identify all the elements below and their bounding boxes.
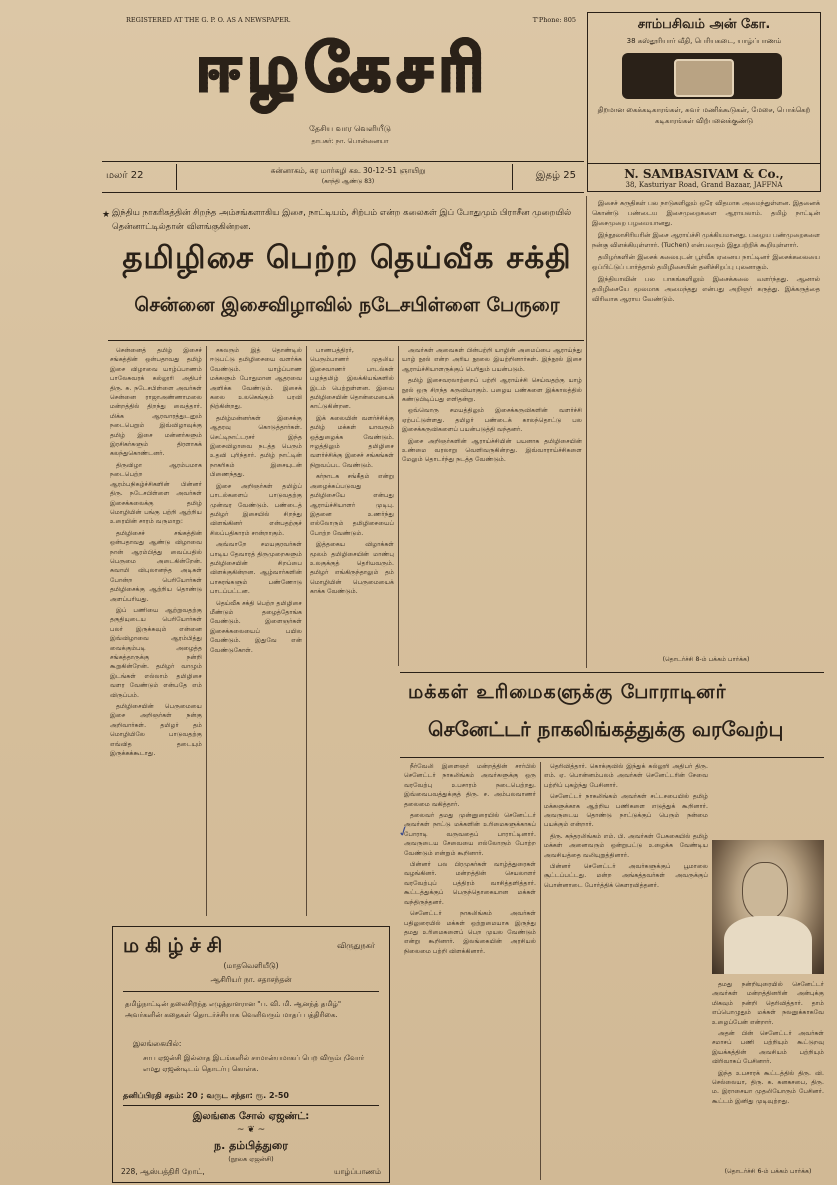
paragraph: சென்னைத் தமிழ் இசைச் சங்கத்தின் ஒன்பதாவது தமிழ் இசை விழாவை யாழ்ப்பாணம் பாலேசுவரக் கல்லூரி அதிபர் திரு. சு. நடேசபிள்ளை அவர்கள் சென்னை ராஜாஅண்ணாமலை மன்றத்தில் திறந்து வைத்தார். மிக்க ஆரவாரத்துடனும் நடைபெறும் இவ்விழாவுக்கு தமிழ் இசை மன்னர்களும் இரசிகர்களும் திரளாகக் கலந்துகொண்டனர். <box>110 347 202 458</box>
agent-subtitle: (நூலக ஏஜன்சி) <box>228 1155 274 1163</box>
magazine-pitch: தமிழ்நாட்டின் தலைசிறந்த எழுத்தாளரான "ப. வி. மி. ஆனந்த் தமிழ்" அவர்களின் கதைகள் தொடர்ச்சியாக வெளிவரும் மாதப் பத்திரிகை. <box>125 1000 342 1019</box>
paragraph: தெய்வீக சக்தி பெற்ற தமிழிசை மீண்டும் தழைத்தோங்க வேண்டும். இளைஞர்கள் இசைக்கலையைப் பயில வேண்டும். இதுவே என் வேண்டுகோள். <box>210 599 302 654</box>
paragraph: ஒவ்வொரு சமயத்திலும் இசைக்கருவிகளின் வளர்ச்சி ஏற்பட்டுள்ளது. தமிழர் பண்டைக் காலந்தொட்டு பல இசைக்கருவிகளைப் பயன்படுத்தி வந்தனர். <box>402 407 582 434</box>
paragraph: செனேட்டர் நாகலிங்கம் அவர்கள் சட்டசபையில் தமிழ் மக்களுக்காக ஆற்றிய பணிகளை எடுத்துக் கூறினார். அவருடைய தொண்டு நாட்டுக்குப் பெரும் நன்மை பயக்கும் என்றார். <box>544 793 708 829</box>
issue-bar <box>102 161 584 193</box>
second-headline-1: மக்கள் உரிமைகளுக்கு போராடினர் <box>408 681 727 703</box>
divider <box>206 346 207 916</box>
issue-date-sub: (காந்தி ஆண்டு 83) <box>321 178 375 185</box>
second-column-3 <box>712 980 824 1166</box>
founder-line: தாபகர்: நா. பொன்னையா <box>311 137 389 145</box>
divider <box>586 196 587 668</box>
watch-shop-advert <box>587 12 821 192</box>
paragraph: இசை அறிஞர்களின் ஆராய்ச்சியின் பயனாக தமிழிசையின் உண்மை வரலாறு வெளிவருகின்றது. இவ்வாராய்ச்சிகளை மேலும் தொடர்ந்து நடத்த வேண்டும். <box>402 437 582 464</box>
divider <box>512 164 513 190</box>
paragraph: தமிழர்களின் இசைக் கலையுடன் பூர்வீக ஏனைய நாட்டினர் இசைக்கலையை ஒப்பிட்டுப் பார்த்தால் தமிழிசையின் தனிச்சிறப்பு புலனாகும். <box>592 253 820 271</box>
registration-notice: REGISTERED AT THE G. P. O. AS A NEWSPAPER. <box>126 16 291 24</box>
divider <box>123 991 379 992</box>
paragraph: அவ்வாறே சமயகுரவர்கள் பாடிய தேவாரத் திருமுறைகளும் தமிழிசையின் சிறப்பை விளக்குகின்றன. ஆழ்வார்களின் பாசுரங்களும் பண்ணோடு பாடப்பட்டன. <box>210 541 302 596</box>
paragraph: தமிழ் இசைவரலாற்றைப் பற்றி ஆராய்ச்சி செய்வதற்கு யாழ் நூல் ஒரு சிறந்த கருவியாகும். பழைய பண்களை இக்காலத்தில் கண்டுபிடிப்பது எளிதன்று. <box>402 377 582 404</box>
phone-number: T'Phone: 805 <box>532 16 576 24</box>
ornament: ~ ❦ ~ <box>236 1125 266 1135</box>
paragraph: தெரிவித்தார். கொக்குவில் இந்துக் கல்லூரி அதிபர் திரு. எம். ஏ. பொன்னம்பலம் அவர்கள் செனேட்டரின் சேவை பற்றிப் புகழ்ந்து பேசினார். <box>544 763 708 789</box>
divider <box>176 164 177 190</box>
second-headline-2: செனேட்டர் நாகலிங்கத்துக்கு வரவேற்பு <box>428 717 784 741</box>
paragraph: இப் பணியை ஆற்றுவதற்கு தகுதியுடைய பெரியோர்கள் பலர் இருக்கவும் என்னை இவ்விழாவை ஆரம்பித்து வைக்கும்படி அழைத்த சங்கத்தாருக்கு நன்றி கூறுகின்றேன். தமிழர் வாழும் இடங்கள் எல்லாம் தமிழிசை வளர வேண்டும் என்பதே எம் விருப்பம். <box>110 606 202 699</box>
paragraph: திரு. சுந்தரலிங்கம் எம். பி. அவர்கள் பேசுகையில் தமிழ் மக்கள் அனைவரும் ஒன்றுபட்டு உழைக்க வேண்டிய அவசியத்தை வலியுறுத்தினார். <box>544 832 708 859</box>
agent-address-city: யாழ்ப்பாணம் <box>333 1167 381 1176</box>
paragraph: திருவிழா ஆரம்பமாக நடைபெற்ற ஆரம்பநிகழ்ச்சிகளின் பின்னர் திரு. நடேசபிள்ளை அவர்கள் இசைக்கலைக்கு தமிழ் மொழியின் பங்கு பற்றி ஆற்றிய உரையின் சாரம் வருமாறு: <box>110 461 202 526</box>
issue-number: இதழ் 25 <box>535 170 576 181</box>
article-column-1 <box>110 346 202 916</box>
magazine-advert <box>112 926 390 1183</box>
magazine-price: தனிப்பிரதி சதம்: 20 ; வருட சந்தா: ரூ. 2-50 <box>123 1091 289 1100</box>
masthead-topline <box>126 16 576 24</box>
paragraph: இந்த உபசாரக் கூட்டத்தில் திரு. வி. செல்லையா, திரு. க. கனகசபை, திரு. ம. இராசையா முதலியோரும் பேசினர். கூட்டம் இனிது முடிவுற்றது. <box>712 1069 824 1105</box>
second-story-header <box>400 672 824 758</box>
paragraph: தலைவர் தமது முன்னுரையில் செனேட்டர் அவர்கள் நாட்டு மக்களின் உரிமைகளுக்காகப் போராடி வருவதைப் பாராட்டினார். அவருடைய சேவையை எல்லோரும் போற்ற வேண்டும் என்றும் கூறினார். <box>404 812 536 857</box>
advert-address-tamil: 38 கஸ்தூரியார் வீதி, பெரியகடை, யாழ்ப்பாணம் <box>626 37 782 45</box>
advert-name-english: N. SAMBASIVAM & Co., <box>624 167 784 181</box>
newspaper-title-text: ஈழகேசரி <box>196 32 491 114</box>
divider <box>398 346 399 666</box>
paragraph: இசைச் சுருதிகள் பல நாடுகளிலும் ஒரே விதமாக அமைந்துள்ளன. இதனைக் கொண்டு பண்டைய இசைமுறைகளை ஆராயலாம். தமிழ் நாட்டின் இசைமுறை பழமையானது. <box>592 199 820 227</box>
advert-name-tamil: சாம்பசிவம் அன் கோ. <box>637 17 771 32</box>
divider <box>108 340 584 341</box>
agent-address <box>121 1167 381 1177</box>
article-column-5 <box>592 198 820 652</box>
handwritten-mark-icon: ✓ <box>395 822 413 842</box>
magazine-place: விருதுநகர் <box>337 941 375 950</box>
divider <box>123 1105 379 1106</box>
paragraph: இந்தியாவின் பல பாகங்களிலும் இசைக்கலை வளர்ந்தது. ஆனால் தமிழிசையே மூலமாக அமைந்தது என்பது அறிஞர் கருத்து. இக்கருத்தை விரிவாக ஆராய வேண்டும். <box>592 275 820 303</box>
newspaper-title <box>108 30 578 116</box>
article-column-3 <box>310 346 394 666</box>
paragraph: இத்தகைய விழாக்கள் மூலம் தமிழிசையின் மாண்பு உலகுக்குத் தெரியவரும். தமிழர் எங்கிருந்தாலும் தம் மொழியின் பெருமையைக் காக்க வேண்டும். <box>310 541 394 596</box>
paragraph: அதன் பின் செனேட்டர் அவர்கள் சமாசப் பணி பற்றியும் கூட்டுறவு இயக்கத்தின் அவசியம் பற்றியும் விரிவாகப் பேசினார். <box>712 1030 824 1066</box>
continued-note: (தொடர்ச்சி 6-ம் பக்கம் பார்க்க) <box>724 1168 812 1175</box>
advert-description: திறமான கைக்கடிகாரங்கள், சுவர் மணிக்கூடுகள், மேசை, பொக்கெற் கடிகாரங்கள் விற்பனைக்குண்டு <box>597 106 811 125</box>
sole-agent-label: இலங்கை சோல் ஏஜண்ட்: <box>192 1111 310 1122</box>
magazine-title: மகிழ்ச்சி <box>123 933 229 957</box>
lead-intro-text: இந்திய நாகரிகத்தின் சிறந்த அம்சங்களாகிய இசை, நாட்டியம், சிற்பம் என்ற கலைகள் இப் போதுமும் பிராசீன முறையில் தென்னாட்டில்தான் விளங்குகின்றன. <box>112 208 572 232</box>
paragraph: இசை அறிஞர்கள் தமிழ்ப் பாடல்களைப் பாடுவதற்கு முன்வர வேண்டும். பண்டைத் தமிழர் இசையில் சிறந்து விளங்கினர் என்பதற்குச் சிலப்பதிகாரம் சான்றாகும். <box>210 482 302 537</box>
article-column-2 <box>210 346 302 916</box>
second-column-1 <box>404 762 536 1180</box>
paragraph: பின்னர் செனேட்டர் அவர்களுக்குப் பூமாலை சூட்டப்பட்டது. மன்ற அங்கத்தவர்கள் அவருக்குப் பொன்னாடை போர்த்திக் கௌரவித்தனர். <box>544 863 708 889</box>
magazine-frequency: (மாதவெளியீடு) <box>223 961 279 970</box>
continued-note: (தொடர்ச்சி 8-ம் பக்கம் பார்க்க) <box>662 656 750 663</box>
lead-subhead: சென்னை இசைவிழாவில் நடேசபிள்ளை பேருரை <box>134 294 560 316</box>
watch-face <box>674 59 734 97</box>
paragraph: கர்நாடக சங்கீதம் என்று அழைக்கப்படுவது தமிழிசையே என்பது ஆராய்ச்சியாளர் முடிபு. இதனை உணர்ந்து எல்லோரும் தமிழிசையைப் போற்ற வேண்டும். <box>310 473 394 537</box>
magazine-editor: ஆசிரியர் நா. சதாசந்தன் <box>210 975 292 984</box>
agents-needed-text: சாப ஏஜன்சி இல்லாத இடங்களில் சாமான்யமாகப் பெற விரும்புவோர் எமது ஏஜண்டிடம் தொடர்பு கொள்க. <box>143 1054 365 1073</box>
paragraph: நீர்வேலி இளைஞர் மன்றத்தின் சார்பில் செனேட்டர் நாகலிங்கம் அவர்களுக்கு ஒரு வரவேற்பு உபசாரம் நடைபெற்றது. இவ்வைபவத்துக்குத் திரு. ச. அம்பலவாணர் தலைமை வகித்தார். <box>404 763 536 808</box>
paragraph: தமிழிசைச் சங்கத்தின் ஒன்பதாவது ஆண்டு விழாவை நான் ஆரம்பித்து வைப்பதில் பெருமை அடைகின்றேன். சுவாமி விபுலானந்த அடிகள் போன்ற பெரியோர்கள் தமிழிசைக்கு ஆற்றிய தொண்டு அளப்பரியது. <box>110 529 202 603</box>
star-icon: ★ <box>102 210 111 220</box>
lead-intro <box>102 206 582 234</box>
paragraph: இக் கலையின் வளர்ச்சிக்கு தமிழ் மக்கள் யாவரும் ஒத்துழைக்க வேண்டும். ஈழத்திலும் தமிழிசை வளர்ச்சிக்கு இசைச் சங்கங்கள் நிறுவப்பட வேண்டும். <box>310 414 394 469</box>
newspaper-subtitle: தேசிய வார வெளியீடு <box>309 124 391 133</box>
paragraph: இந்நூலாசிரியரின் இசை ஆராய்ச்சி முக்கியமானது. பழைய பண்முறைகளை நன்கு விளக்கியுள்ளார். (Tuchen) என்பவரும் இதுபற்றிக் கூறியுள்ளார். <box>592 231 820 249</box>
divider <box>306 346 307 916</box>
agents-needed-label: இலங்கையில்: <box>133 1039 182 1048</box>
paragraph: தமிழிசையின் பெருமையை இசை அறிஞர்கள் நன்கு அறிவார்கள். தமிழர் தம் மொழியிலே பாடுவதற்கு எவ்வித தடையும் இருக்கக்கூடாது. <box>110 703 202 758</box>
volume-number: மலர் 22 <box>106 170 144 181</box>
portrait-body <box>724 916 812 974</box>
divider <box>540 762 541 1180</box>
paragraph: சகலரும் இத் தொண்டில் ஈடுபட்டு தமிழிசையை வளர்க்க வேண்டும். யாழ்ப்பாண மக்களும் போதுமான ஆதரவை அளிக்க வேண்டும். இசைக் கலை உலகெங்கும் பரவி நிற்கின்றது. <box>210 347 302 411</box>
paragraph: தமிழ்மன்னர்கள் இசைக்கு ஆதரவு கொடுத்தார்கள். செட்டிநாட்டரசர் இந்த இசைவிழாவை நடத்த பெரும் உதவி புரிந்தார். தமிழ் நாட்டின் நாகரிகம் இசையுடன் பிணைந்தது. <box>210 414 302 479</box>
paragraph: தமது நன்றியுரையில் செனேட்டர் அவர்கள் மன்றத்தினரின் அன்புக்கு மிகவும் நன்றி தெரிவித்தார். தாம் எப்பொழுதும் மக்கள் நலனுக்காகவே உழைப்பேன் என்றார். <box>712 981 824 1026</box>
agent-name: ந. தம்பித்துரை <box>214 1139 288 1152</box>
lead-headline: தமிழிசை பெற்ற தெய்வீக சக்தி <box>122 240 572 276</box>
agent-address-street: 228, ஆஸ்பத்திரி றோட், <box>121 1167 205 1176</box>
portrait-head <box>742 862 788 920</box>
paragraph: செனேட்டர் நாகலிங்கம் அவர்கள் பதிலுரையில் மக்கள் ஒற்றுமையாக இருந்து தமது உரிமைகளைப் பெற முயல வேண்டும் என்று கூறினார். இலங்கையின் அரசியல் நிலைமை பற்றி விளக்கினார். <box>404 910 536 955</box>
paragraph: பாணபத்திரர், பெரும்பாணர் முதலிய இசைவாணர் பாடல்கள் பழந்தமிழ் இலக்கியங்களில் இடம் பெற்றுள்ளன. இவை தமிழிசையின் தொன்மையைக் காட்டுகின்றன. <box>310 347 394 411</box>
article-column-4 <box>402 346 582 666</box>
paragraph: பின்னர் பல பிரமுகர்கள் வாழ்த்துரைகள் வழங்கினர். மன்றத்தின் செயலாளர் வரவேற்புப் பத்திரம் வாசித்தளித்தார். கூட்டத்துக்குப் பெருந்தொகையான மக்கள் வந்திருந்தனர். <box>404 861 536 906</box>
advert-address-english: 38, Kasturiyar Road, Grand Bazaar, JAFFNA <box>625 181 783 189</box>
second-column-2 <box>544 762 708 1180</box>
senator-portrait <box>712 840 824 974</box>
paragraph: அவர்கள் அவைகள் பின்பற்றி யாழின் அமைப்பை ஆராய்ந்து யாழ் நூல் என்ற அரிய நூலை இயற்றினார்கள். இந்நூல் இசை ஆராய்ச்சியாளருக்குப் பெரிதும் பயன்படும். <box>402 347 582 373</box>
advert-english-block <box>588 163 820 189</box>
wristwatch-image <box>622 53 782 99</box>
issue-date: சுன்னாகம், கர மார்கழி கஉ 30-12-51 ஞாயிறு <box>270 166 426 175</box>
